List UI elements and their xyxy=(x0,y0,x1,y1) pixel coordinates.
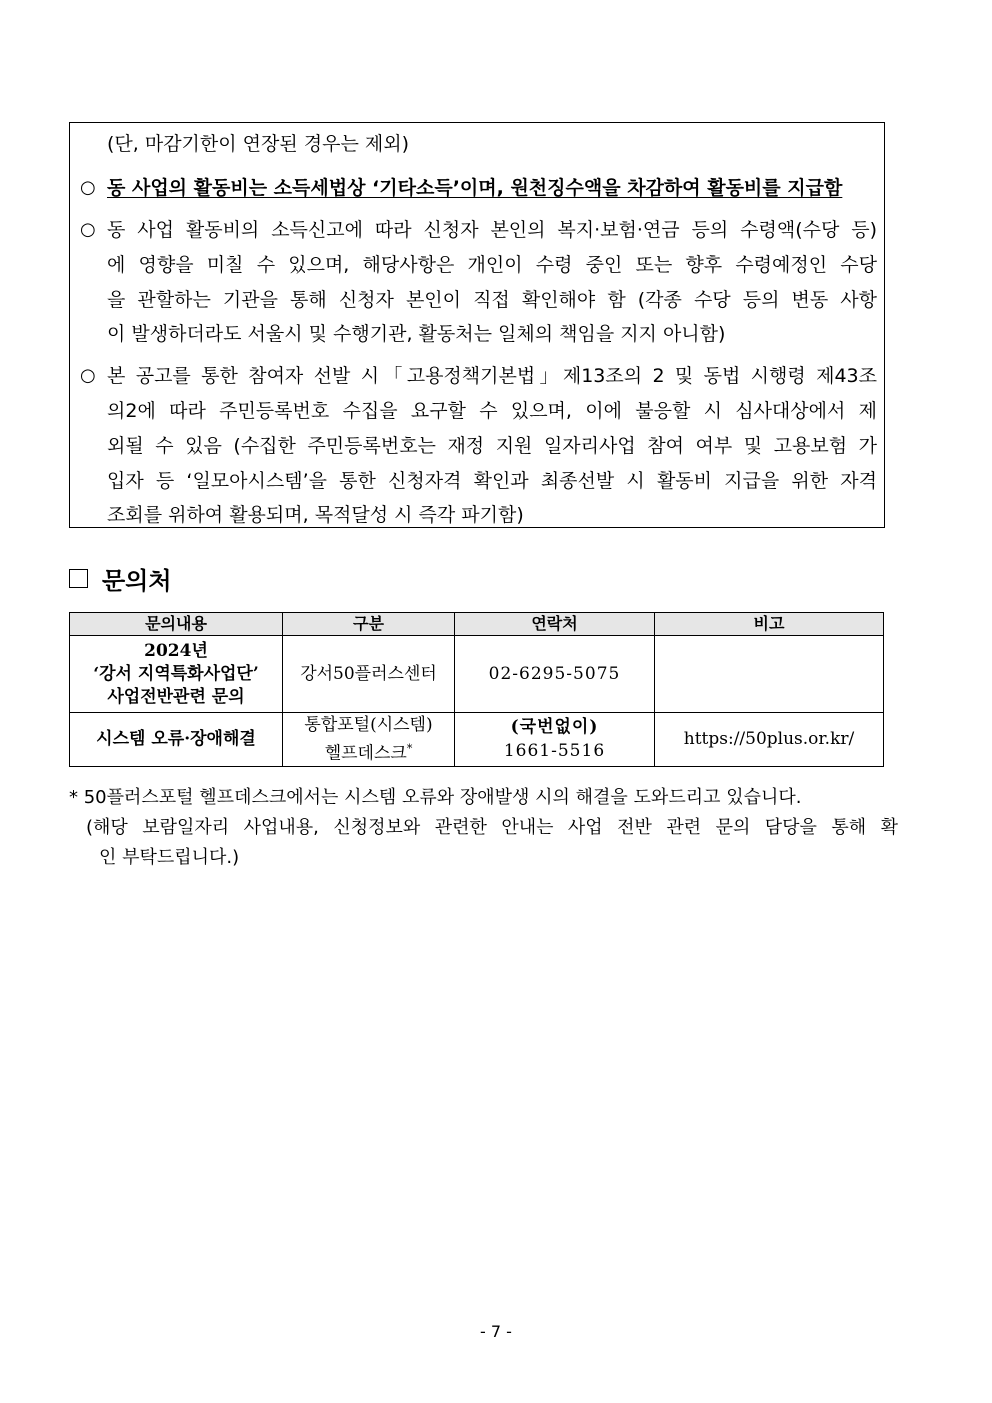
notice-item-2-line: 동 사업 활동비의 소득신고에 따라 신청자 본인의 복지·보험·연금 등의 수령액(수당 등) xyxy=(107,219,877,241)
footnote-line: * 50플러스포털 헬프데스크에서는 시스템 오류와 장애발생 시의 해결을 도와드리고 있습니다. xyxy=(69,787,802,808)
checkbox-square-icon xyxy=(69,569,88,588)
cell-contact: 02-6295-5075 xyxy=(455,636,655,713)
table-row xyxy=(70,713,884,767)
notice-item-1-text: 동 사업의 활동비는 소득세법상 ‘기타소득’이며, 원천징수액을 차감하여 활동비를 지급함 xyxy=(107,177,843,199)
contact-table xyxy=(69,612,884,767)
table-header-row xyxy=(70,613,884,636)
section-title-contact xyxy=(69,561,172,595)
content-line: ‘강서 지역특화사업단’ xyxy=(93,663,259,684)
cell-contact xyxy=(455,713,655,767)
cell-category xyxy=(283,713,455,767)
bullet-circle-icon: ○ xyxy=(80,365,96,386)
category-line: 통합포털(시스템) xyxy=(304,715,433,735)
notice-item-3-line: 의2에 따라 주민등록번호 수집을 요구할 수 있으며, 이에 불응할 시 심사대상에서 제 xyxy=(107,400,877,422)
notice-box xyxy=(69,122,885,528)
header-content: 문의내용 xyxy=(70,613,283,636)
contact-line: 1661-5516 xyxy=(503,741,606,762)
page-number: - 7 - xyxy=(480,1322,512,1341)
footnote-mark: * xyxy=(406,742,413,755)
bullet-circle-icon: ○ xyxy=(80,177,96,198)
notice-item-3-line: 외될 수 있음 (수집한 주민등록번호는 재정 지원 일자리사업 참여 여부 및 고용보험 가 xyxy=(107,435,877,457)
content-line: 사업전반관련 문의 xyxy=(107,686,245,707)
category-line xyxy=(283,737,454,766)
header-note: 비고 xyxy=(655,613,884,636)
notice-item-3-line: 입자 등 ‘일모아시스템’을 통한 신청자격 확인과 최종선발 시 활동비 지급을 위한 자격 xyxy=(107,470,877,492)
footnote-line: (해당 보람일자리 사업내용, 신청정보와 관련한 안내는 사업 전반 관련 문의 담당을 통해 확 xyxy=(86,817,898,838)
table-row xyxy=(70,636,884,713)
bullet-circle-icon: ○ xyxy=(80,219,96,240)
notice-item-3-line: 본 공고를 통한 참여자 선발 시「고용정책기본법」제13조의 2 및 동법 시행령 제43조 xyxy=(107,365,877,387)
cell-note xyxy=(655,636,884,713)
cell-category: 강서50플러스센터 xyxy=(283,636,455,713)
contact-line: (국번없이) xyxy=(510,717,599,738)
section-title-text: 문의처 xyxy=(102,566,172,595)
header-category: 구분 xyxy=(283,613,455,636)
content-line: 2024년 xyxy=(144,640,208,661)
notice-item-3-line: 조회를 위하여 활용되며, 목적달성 시 즉각 파기함) xyxy=(107,504,524,526)
cell-content xyxy=(70,636,283,713)
footnote-line: 인 부탁드립니다.) xyxy=(99,847,240,868)
notice-item-2-line: 에 영향을 미칠 수 있으며, 해당사항은 개인이 수령 중인 또는 향후 수령예정인 수당 xyxy=(107,254,877,276)
cell-content: 시스템 오류·장애해결 xyxy=(70,713,283,767)
notice-item-1 xyxy=(70,171,884,205)
category-line-text: 헬프데스크 xyxy=(324,743,407,764)
notice-exception-line: (단, 마감기한이 연장된 경우는 제외) xyxy=(107,133,409,155)
notice-item-2-line: 이 발생하더라도 서울시 및 수행기관, 활동처는 일체의 책임을 지지 아니함) xyxy=(107,323,726,345)
cell-note-url: https://50plus.or.kr/ xyxy=(655,713,884,767)
header-contact: 연락처 xyxy=(455,613,655,636)
notice-item-2-line: 을 관할하는 기관을 통해 신청자 본인이 직접 확인해야 함 (각종 수당 등의 변동 사항 xyxy=(107,289,877,311)
